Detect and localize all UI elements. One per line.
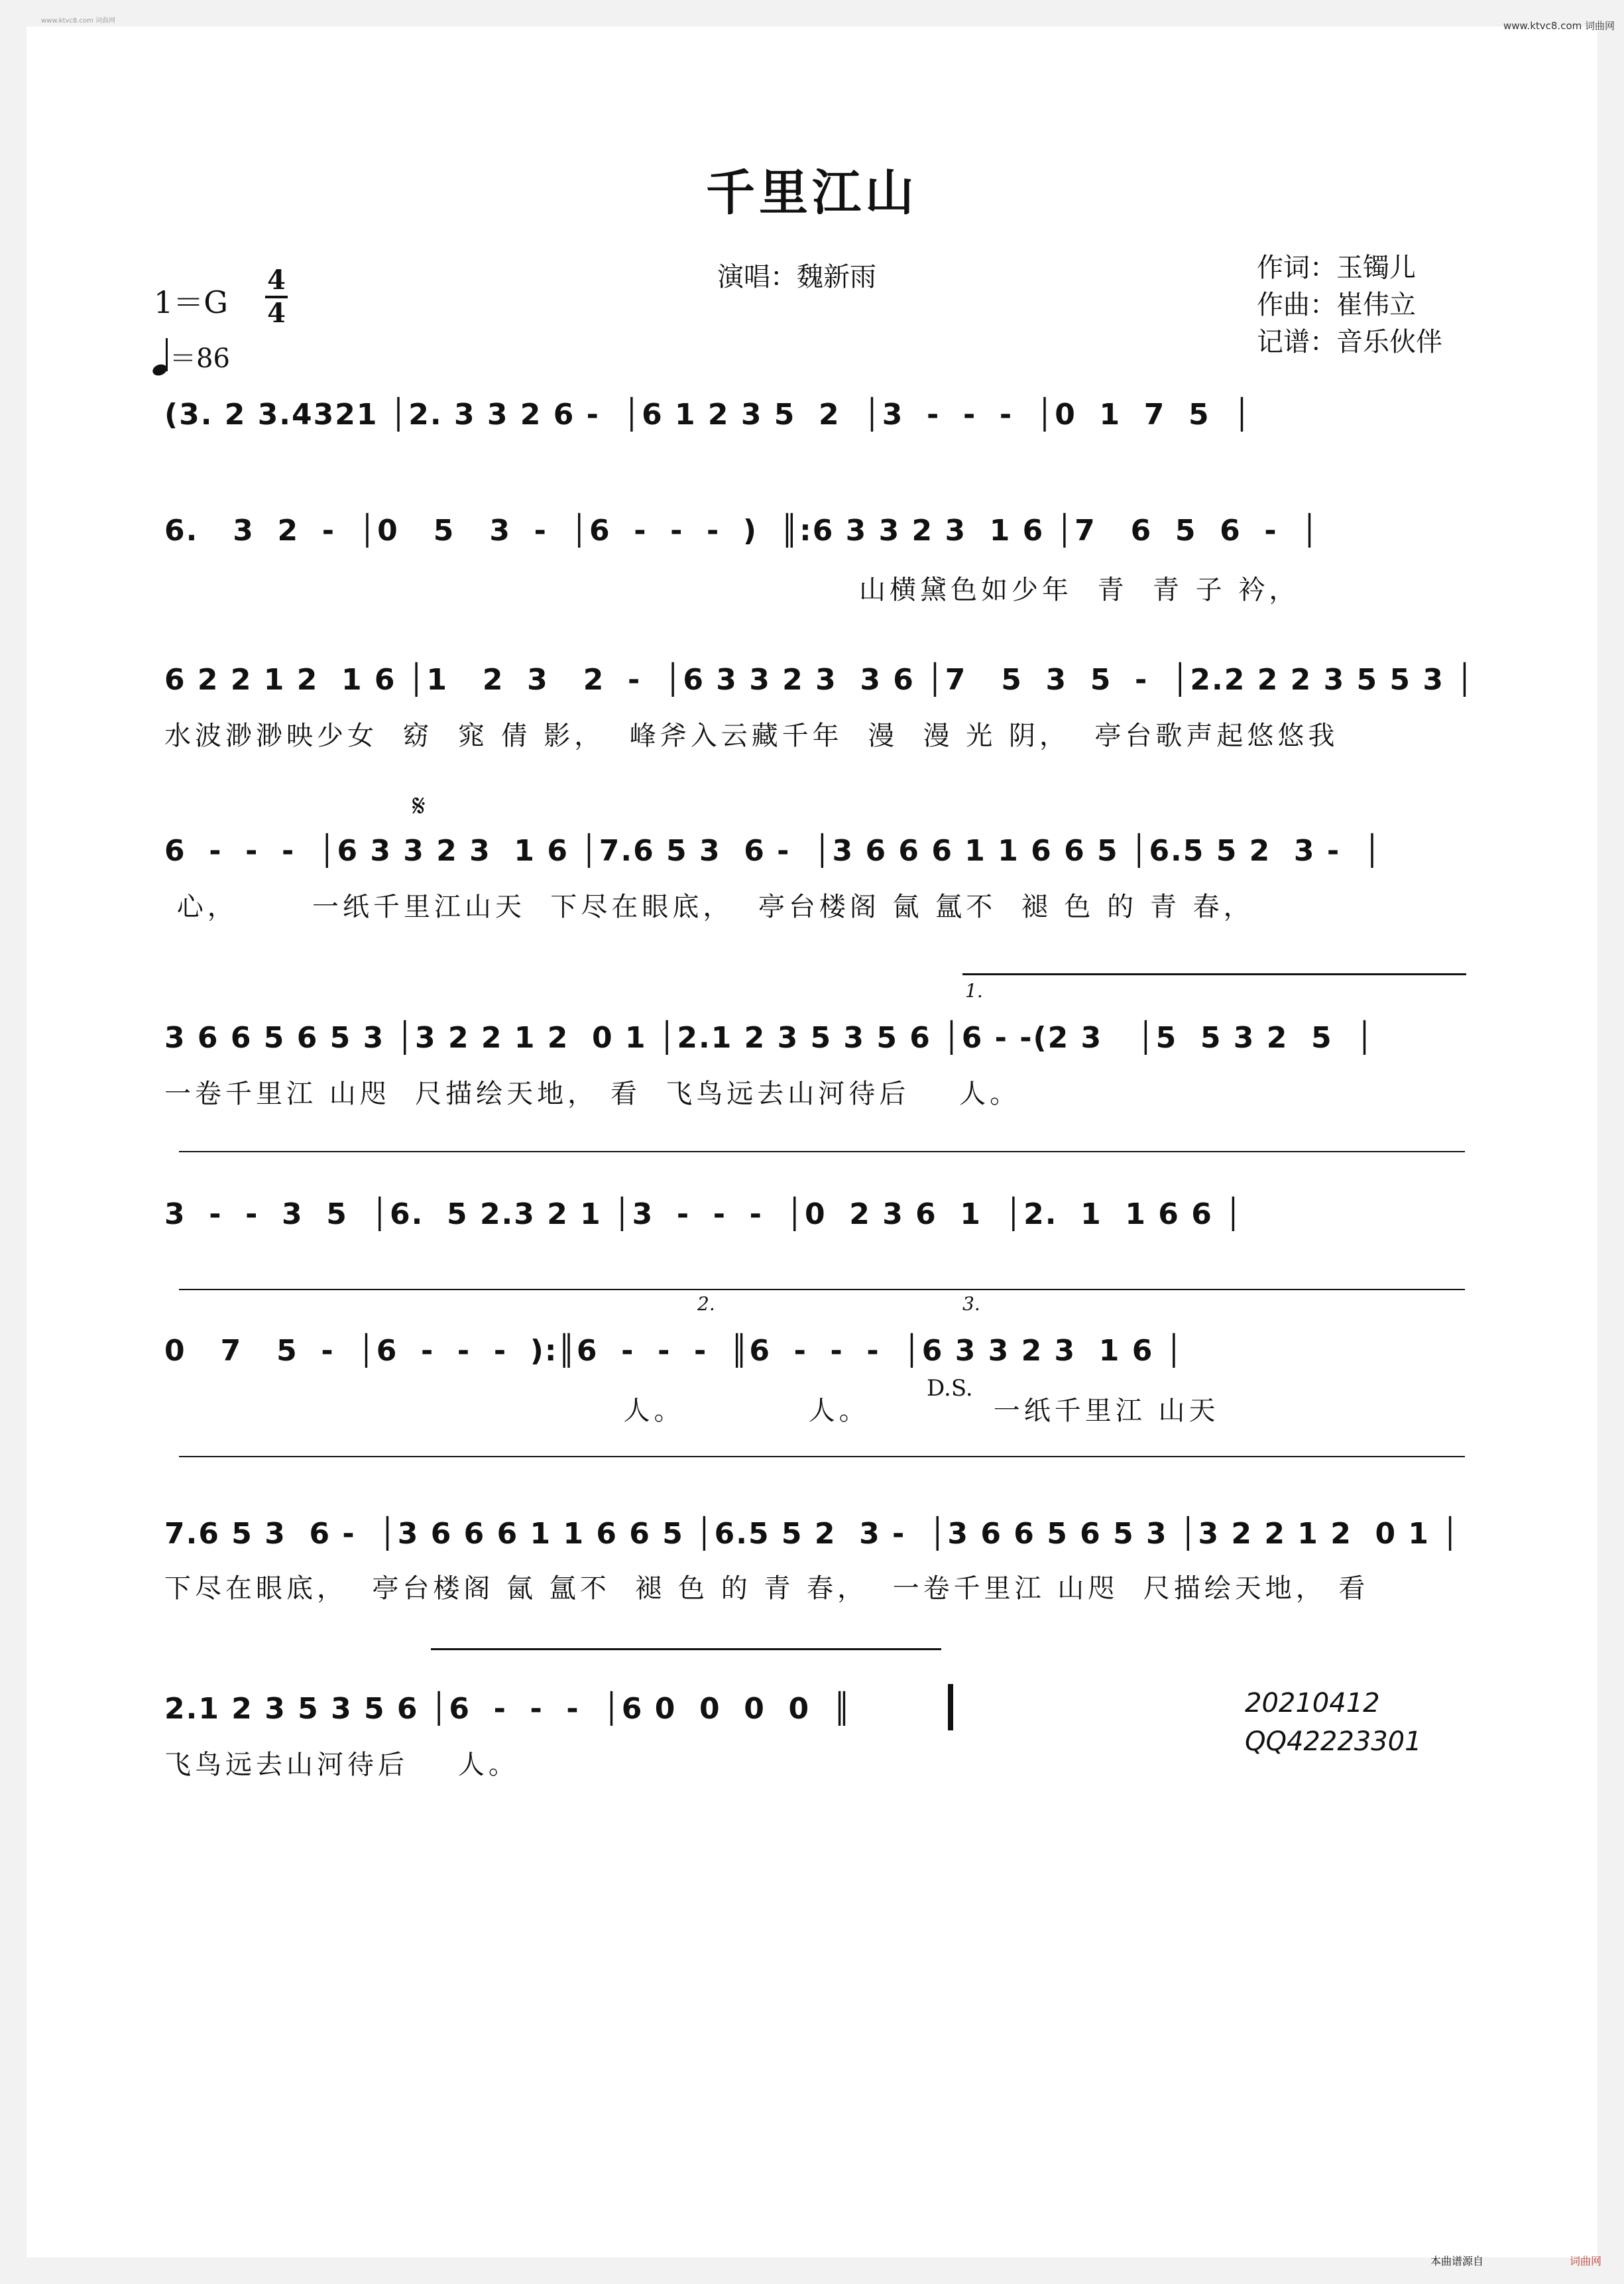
- system-divider-1: [179, 1151, 1465, 1152]
- score-page: [27, 27, 1597, 2257]
- lyricist-credit: 作词：玉镯儿: [1257, 253, 1416, 283]
- qq-line: QQ42223301: [1245, 1726, 1422, 1757]
- footer-source: 本曲谱源自: [1430, 2255, 1484, 2267]
- final-bracket: [431, 1648, 941, 1650]
- notation-line-5: 3 6 6 5 6 5 3 │3 2 2 1 2 0 1 │2.1 2 3 5 3 5 6 │6 - -(2 3 │5 5 3 2 5 │: [164, 1021, 1375, 1055]
- notation-line-1: (3. 2 3.4321 │2. 3 3 2 6 - │6 1 2 3 5 2 │3 - - - │0 1 7 5 │: [164, 398, 1252, 432]
- system-divider-2: [179, 1289, 1465, 1290]
- volta-3-label: 3.: [962, 1293, 980, 1315]
- notation-line-2: 6. 3 2 - │0 5 3 - │6 - - - ) ║:6 3 3 2 3 1 6 │7 6 5 6 - │: [164, 514, 1320, 548]
- lyrics-line-7: 人。 人。 一纸千里江 山天: [164, 1396, 1220, 1426]
- segno-icon: 𝄋: [412, 788, 426, 823]
- date-line: 20210412: [1245, 1688, 1380, 1718]
- notation-line-8: 7.6 5 3 6 - │3 6 6 6 1 1 6 6 5 │6.5 5 2 3 - │3 6 6 5 6 5 3 │3 2 2 1 2 0 1 │: [164, 1517, 1460, 1551]
- time-signature-top: 4: [267, 265, 286, 296]
- volta-1-bracket: [962, 973, 1466, 975]
- tempo-marking: [152, 337, 230, 377]
- volta-1-label: 1.: [965, 980, 983, 1002]
- da-segno-marking: D.S.: [927, 1375, 973, 1402]
- notation-line-4: 6 - - - │6 3 3 2 3 1 6 │7.6 5 3 6 - │3 6 6 6 1 1 6 6 5 │6.5 5 2 3 - │: [164, 834, 1383, 868]
- time-signature: [265, 265, 288, 329]
- footer-brand[interactable]: [1570, 2253, 1601, 2268]
- song-title: 千里江山: [706, 164, 918, 221]
- transcriber-credit: 记谱：音乐伙伴: [1257, 327, 1442, 357]
- quarter-note-icon: [152, 337, 170, 377]
- lyrics-line-3: 水波渺渺映少女 窈 窕 倩 影， 峰斧入云藏千年 漫 漫 光 阴， 亭台歌声起悠悠我: [164, 721, 1339, 751]
- lyrics-line-2: 山横黛色如少年 青 青 子 衿，: [164, 575, 1300, 605]
- key-signature: 1＝G: [154, 284, 229, 320]
- lyrics-line-8: 下尽在眼底， 亭台楼阁 氤 氲不 褪 色 的 青 春， 一卷千里江 山咫 尺描绘天地， 看: [164, 1573, 1369, 1604]
- final-barline: [948, 1684, 953, 1730]
- time-signature-bottom: 4: [267, 298, 286, 329]
- notation-line-3: 6 2 2 1 2 1 6 │1 2 3 2 - │6 3 3 2 3 3 6 │7 5 3 5 - │2.2 2 2 3 5 5 3 │: [164, 663, 1475, 697]
- lyrics-line-4: 心， 一纸千里江山天 下尽在眼底， 亭台楼阁 氤 氲不 褪 色 的 青 春，: [164, 892, 1254, 922]
- notation-line-9: 2.1 2 3 5 3 5 6 │6 - - - │6 0 0 0 0 ║: [164, 1692, 852, 1726]
- volta-2-label: 2.: [697, 1293, 715, 1315]
- site-url-small: www.ktvc8.com 词曲网: [41, 17, 116, 25]
- system-divider-3: [179, 1456, 1465, 1457]
- lyrics-line-5: 一卷千里江 山咫 尺描绘天地， 看 飞鸟远去山河待后 人。: [164, 1079, 1021, 1109]
- tempo-value: ＝86: [170, 343, 230, 374]
- notation-line-7: 0 7 5 - │6 - - - ):║6 - - - ║6 - - - │6 3 3 2 3 1 6 │: [164, 1334, 1185, 1368]
- footer-brand-label[interactable]: 词曲网: [1570, 2255, 1602, 2267]
- lyrics-line-9: 飞鸟远去山河待后 人。: [164, 1750, 519, 1780]
- singer-credit: 演唱：魏新雨: [717, 262, 876, 292]
- notation-line-6: 3 - - 3 5 │6. 5 2.3 2 1 │3 - - - │0 2 3 6 1 │2. 1 1 6 6 │: [164, 1197, 1244, 1231]
- site-url[interactable]: www.ktvc8.com 词曲网: [1503, 20, 1615, 32]
- composer-credit: 作曲：崔伟立: [1257, 290, 1416, 320]
